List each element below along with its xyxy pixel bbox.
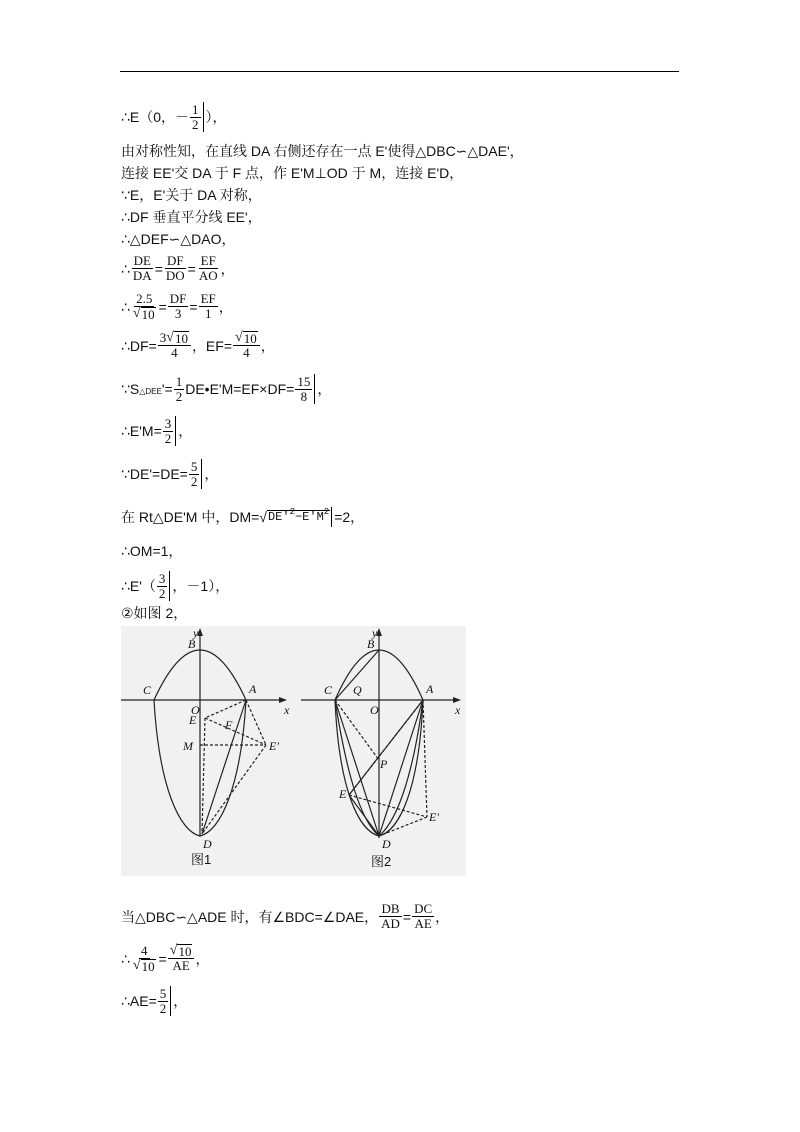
solution-line-14: ∴OM=1， xyxy=(121,543,183,559)
radicand: 10 xyxy=(243,331,257,346)
text: =2， xyxy=(334,509,365,525)
label-c: C xyxy=(143,683,152,697)
bracket-bar xyxy=(201,459,202,489)
text: ， xyxy=(218,298,233,315)
numerator: 1 xyxy=(192,101,199,117)
numerator: 15 xyxy=(297,373,311,389)
numerator xyxy=(158,331,191,346)
label-b: B xyxy=(188,637,196,651)
numerator: 3 xyxy=(158,570,166,586)
text: ∴AE= xyxy=(121,993,157,1009)
equals: = xyxy=(158,950,167,967)
fraction xyxy=(190,103,201,132)
text: ）， xyxy=(205,109,227,125)
text: ， xyxy=(173,993,188,1009)
solution-line-7 xyxy=(121,254,235,283)
fraction xyxy=(295,375,312,404)
solution-line-17 xyxy=(121,902,449,931)
bracket-bar xyxy=(175,416,176,446)
radical-sign: √ xyxy=(259,508,267,525)
text: ， xyxy=(178,423,193,439)
label-d: D xyxy=(382,837,391,851)
radical-sign: √ xyxy=(132,306,141,321)
fraction xyxy=(131,292,158,321)
header-rule xyxy=(120,71,679,72)
label-x: x xyxy=(284,703,290,717)
bracket-bar xyxy=(203,102,204,132)
text: ∵DE'=DE= xyxy=(121,466,188,482)
numerator: 3 xyxy=(164,415,172,431)
text: ∴ xyxy=(121,260,130,277)
bracket-bar xyxy=(331,507,332,527)
text: 当△DBC∽△ADE 时，有∠BDC=∠DAE， xyxy=(121,908,379,925)
text: ∴DF= xyxy=(121,337,157,354)
solution-line-4: ∵E，E'关于 DA 对称， xyxy=(121,187,262,203)
denominator: 2 xyxy=(190,473,198,489)
numerator: 4 xyxy=(141,943,148,958)
radical-sign: √ xyxy=(235,330,243,345)
text: ∴E（0，－ xyxy=(121,109,190,125)
solution-line-16: ②如图 2， xyxy=(121,605,188,621)
fraction xyxy=(168,292,189,321)
denominator xyxy=(131,307,158,321)
text: ， xyxy=(195,950,210,967)
denominator xyxy=(131,959,158,973)
solution-line-15 xyxy=(121,571,229,601)
equals: = xyxy=(187,260,196,277)
label-e-prime: E′ xyxy=(429,810,439,824)
bracket-bar xyxy=(169,571,170,601)
numerator: DB xyxy=(381,901,400,916)
denominator: 3 xyxy=(174,306,182,321)
numerator: 2.5 xyxy=(136,291,153,306)
numerator xyxy=(168,944,195,959)
bracket-bar xyxy=(314,374,315,404)
text: ∴ xyxy=(121,950,130,967)
solution-line-19 xyxy=(121,986,187,1016)
text: ， xyxy=(435,908,450,925)
fraction xyxy=(233,331,260,360)
label-a: A xyxy=(426,682,434,696)
radicand: 10 xyxy=(141,959,155,974)
numerator: DF xyxy=(169,291,187,306)
figure-1-caption: 图1 xyxy=(191,852,212,867)
denominator: AE xyxy=(414,916,432,931)
radical-sign: √ xyxy=(169,943,178,958)
fraction xyxy=(379,902,402,931)
solution-line-2: 由对称性知，在直线 DA 右侧还存在一点 E'使得△DBC∽△DAE'， xyxy=(121,143,524,159)
solution-line-1 xyxy=(121,102,227,132)
label-p: P xyxy=(380,757,388,771)
fraction xyxy=(163,417,174,446)
label-b: B xyxy=(367,637,375,651)
fraction xyxy=(189,460,200,489)
fraction xyxy=(174,375,185,404)
square-root xyxy=(259,506,330,525)
text: ∵S xyxy=(121,381,140,397)
numerator: DE xyxy=(133,253,151,268)
subscript: △DEE xyxy=(139,387,162,396)
numerator: EF xyxy=(200,253,216,268)
solution-line-11 xyxy=(121,416,192,446)
radicand xyxy=(267,506,330,525)
denominator: 2 xyxy=(164,430,172,446)
solution-line-10 xyxy=(121,374,331,404)
label-y: y xyxy=(193,626,199,640)
fraction xyxy=(131,944,158,973)
solution-line-3: 连接 EE'交 DA 于 F 点，作 E'M⊥OD 于 M，连接 E'D， xyxy=(121,165,464,181)
denominator: 4 xyxy=(171,345,178,360)
text: DE•E'M=EF×DF= xyxy=(185,381,295,397)
denominator: 1 xyxy=(204,306,212,321)
label-d: D xyxy=(203,837,212,851)
text: ∴E'（ xyxy=(121,578,156,594)
numerator: DC xyxy=(414,901,433,916)
equals: = xyxy=(158,298,167,315)
fraction xyxy=(199,292,218,321)
fraction xyxy=(168,944,195,973)
text: ∴E'M= xyxy=(121,423,162,439)
fraction xyxy=(197,254,220,283)
radicand: 10 xyxy=(141,307,155,322)
radicand: 10 xyxy=(174,331,188,346)
denominator: DA xyxy=(132,268,152,283)
text: ， xyxy=(260,337,275,354)
text: ， xyxy=(220,260,235,277)
fraction xyxy=(164,254,187,283)
term: DE′ xyxy=(267,509,290,524)
fraction xyxy=(158,331,191,360)
numerator: 5 xyxy=(190,458,198,474)
label-q: Q xyxy=(353,683,362,697)
exponent: 2 xyxy=(289,506,295,517)
denominator: DO xyxy=(165,268,185,283)
term: −E′M xyxy=(294,509,324,524)
denominator: 2 xyxy=(175,388,183,404)
equals: = xyxy=(154,260,163,277)
label-f: F xyxy=(225,718,233,732)
text: 在 Rt△DE'M 中，DM= xyxy=(121,509,260,525)
label-c: C xyxy=(324,683,333,697)
denominator: 2 xyxy=(159,1000,167,1016)
coefficient: 3 xyxy=(159,330,167,345)
denominator: 2 xyxy=(158,585,166,601)
solution-line-6: ∴△DEF∽△DAO， xyxy=(121,231,236,247)
figure-2-caption: 图2 xyxy=(371,854,392,869)
label-y: y xyxy=(372,626,378,640)
numerator: DF xyxy=(166,253,184,268)
text: ， xyxy=(204,466,219,482)
fraction xyxy=(157,572,168,601)
exponent: 2 xyxy=(323,506,330,517)
text: ，－1）， xyxy=(172,578,230,594)
denominator: AO xyxy=(198,268,218,283)
numerator xyxy=(233,331,260,346)
label-e: E xyxy=(189,713,197,727)
fraction xyxy=(158,987,169,1016)
equals: = xyxy=(402,908,412,925)
numerator: 5 xyxy=(159,985,167,1001)
label-e-prime: E′ xyxy=(269,739,279,753)
denominator: 8 xyxy=(300,388,308,404)
text: ， xyxy=(317,381,332,397)
solution-line-9 xyxy=(121,331,275,360)
radicand: 10 xyxy=(178,944,192,959)
label-e: E xyxy=(339,787,347,801)
equals: = xyxy=(189,298,198,315)
solution-line-13 xyxy=(121,507,364,527)
label-m: M xyxy=(183,739,193,753)
denominator: AE xyxy=(172,958,190,973)
solution-line-5: ∴DF 垂直平分线 EE'， xyxy=(121,209,262,225)
label-a: A xyxy=(249,682,257,696)
denominator: 4 xyxy=(243,345,250,360)
solution-line-8 xyxy=(121,292,233,321)
fraction xyxy=(131,254,154,283)
radical-sign: √ xyxy=(166,330,174,345)
fraction xyxy=(412,902,434,931)
denominator: AD xyxy=(381,916,400,931)
label-x: x xyxy=(455,703,461,717)
text: '= xyxy=(161,381,173,397)
text: ，EF= xyxy=(191,337,233,354)
label-o: O xyxy=(191,703,200,717)
solution-line-18 xyxy=(121,944,209,973)
numerator: EF xyxy=(200,291,216,306)
numerator: 1 xyxy=(175,373,183,389)
radical-sign: √ xyxy=(132,958,141,973)
label-o: O xyxy=(370,703,379,717)
text: ∴ xyxy=(121,298,130,315)
denominator: 2 xyxy=(192,116,199,132)
bracket-bar xyxy=(170,986,171,1016)
parabola-figures xyxy=(121,626,466,876)
solution-line-12 xyxy=(121,459,218,489)
